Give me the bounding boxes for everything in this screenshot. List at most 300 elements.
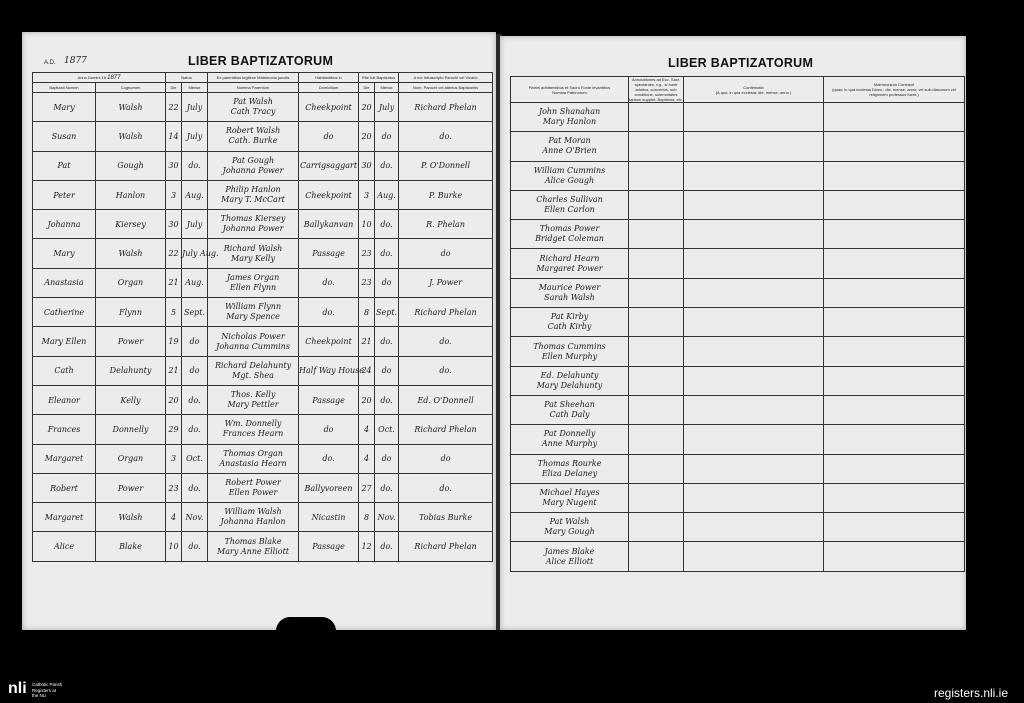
birth-month-cell: Aug. xyxy=(182,180,208,209)
baptism-month-cell: do. xyxy=(375,385,399,414)
table-row xyxy=(511,542,965,571)
birth-day-cell: 5 xyxy=(166,298,182,327)
mother-name: Mary Pettler xyxy=(227,400,279,410)
father-name: Wm. Donnelly xyxy=(224,419,282,429)
table-row xyxy=(33,473,493,502)
column-header: Nom. Parochi vel alterius Baptizantis xyxy=(399,83,493,93)
domicile-cell: Cheekpoint xyxy=(299,327,359,356)
left-page xyxy=(22,32,496,630)
birth-day-cell: 14 xyxy=(166,122,182,151)
father-name: Robert Walsh xyxy=(225,126,281,136)
table-row xyxy=(511,249,965,278)
header-anno: Anno Domini 18 1877 xyxy=(33,73,166,83)
minister-cell: Tobias Burke xyxy=(399,503,493,532)
mother-name: Johanna Power xyxy=(222,165,284,175)
table-row xyxy=(33,385,493,414)
baptism-day-cell: 4 xyxy=(359,444,375,473)
baptized-name-cell: Robert xyxy=(33,473,96,502)
godfather-name: Maurice Power xyxy=(538,282,601,292)
minister-cell: Richard Phelan xyxy=(399,298,493,327)
mother-name: Cath Tracy xyxy=(230,107,276,117)
confirmation-cell xyxy=(684,425,824,454)
confirmation-cell xyxy=(684,308,824,337)
marriage-cell xyxy=(824,542,965,571)
domicile-cell: do xyxy=(299,122,359,151)
confirmation-cell xyxy=(684,103,824,132)
baptism-month-cell: do. xyxy=(375,532,399,561)
godmother-name: Margaret Power xyxy=(536,263,603,273)
domicile-cell: Cheekpoint xyxy=(299,180,359,209)
godfather-name: Pat Kirby xyxy=(550,312,589,322)
godfather-name: James Blake xyxy=(544,546,595,556)
sponsors-cell xyxy=(511,278,629,307)
surname-cell: Walsh xyxy=(96,503,166,532)
baptism-day-cell: 27 xyxy=(359,473,375,502)
mother-name: Mgt. Shea xyxy=(232,370,274,380)
header-confirmatio: Confirmatio (A quo; in qua ecclesia; die, mense, anno.) xyxy=(684,77,824,103)
godfather-name: Pat Moran xyxy=(548,136,591,146)
right-page xyxy=(500,36,966,630)
baptism-month-cell: Nov. xyxy=(375,503,399,532)
birth-day-cell: 30 xyxy=(166,151,182,180)
table-row xyxy=(33,93,493,122)
minister-cell: do. xyxy=(399,473,493,502)
confirmation-cell xyxy=(684,542,824,571)
domicile-cell: do xyxy=(299,415,359,444)
baptism-month-cell: do. xyxy=(375,239,399,268)
surname-cell: Organ xyxy=(96,268,166,297)
parents-cell xyxy=(208,356,299,385)
site-url[interactable]: registers.nli.ie xyxy=(933,686,1008,700)
header-annotations: Annotationes ad Ecc. Sacr. spectantes, v.g., si fuerit adultus, convertus, sub conditione, solemnitates tantum supplet. Baptisma, etc. xyxy=(629,77,683,102)
annotation-cell xyxy=(629,161,684,190)
godmother-name: Mary Hanlon xyxy=(542,117,597,127)
minister-cell: do xyxy=(399,239,493,268)
marriage-cell xyxy=(824,513,965,542)
baptism-day-cell: 10 xyxy=(359,210,375,239)
table-row xyxy=(33,151,493,180)
baptism-day-cell: 24 xyxy=(359,356,375,385)
marriage-cell xyxy=(824,278,965,307)
minister-cell: P. Burke xyxy=(399,180,493,209)
sponsors-cell xyxy=(511,483,629,512)
birth-month-cell: July xyxy=(182,93,208,122)
marriage-cell xyxy=(824,366,965,395)
parents-cell xyxy=(208,415,299,444)
baptized-name-cell: Margaret xyxy=(33,503,96,532)
header-sponsors: Patrini adhibentibus et Sacro Fonte levantibus Nomina Patrinorum xyxy=(511,77,629,103)
table-row xyxy=(511,132,965,161)
father-name: Thomas Organ xyxy=(223,448,283,458)
domicile-cell: Nicastin xyxy=(299,503,359,532)
godmother-name: Eliza Delaney xyxy=(541,468,598,478)
annotation-cell xyxy=(629,308,684,337)
baptism-day-cell: 8 xyxy=(359,298,375,327)
godfather-name: Pat Walsh xyxy=(549,517,590,527)
column-header: Domicilium xyxy=(299,83,359,93)
ad-label: A.D. xyxy=(44,60,56,66)
domicile-cell: Ballykanvan xyxy=(299,210,359,239)
marriage-cell xyxy=(824,132,965,161)
baptism-month-cell: do xyxy=(375,444,399,473)
sponsors-cell xyxy=(511,103,629,132)
sponsors-cell xyxy=(511,337,629,366)
domicile-cell: Ballyvoreen xyxy=(299,473,359,502)
surname-cell: Flynn xyxy=(96,298,166,327)
father-name: Richard Walsh xyxy=(223,243,283,253)
confirmation-cell xyxy=(684,454,824,483)
baptism-month-cell: do. xyxy=(375,151,399,180)
baptism-month-cell: do xyxy=(375,122,399,151)
surname-cell: Donnelly xyxy=(96,415,166,444)
header-minister: A me Infrascripto Parochi vel Vicario xyxy=(399,73,493,83)
annotation-cell xyxy=(629,483,684,512)
marriage-cell xyxy=(824,308,965,337)
annotation-cell xyxy=(629,513,684,542)
godfather-name: Thomas Power xyxy=(539,224,600,234)
minister-cell: do xyxy=(399,444,493,473)
domicile-cell: Passage xyxy=(299,532,359,561)
birth-day-cell: 22 xyxy=(166,239,182,268)
column-header: Die xyxy=(359,83,375,93)
minister-cell: Richard Phelan xyxy=(399,532,493,561)
table-row xyxy=(511,454,965,483)
header-habitantibus: Habitantibus in xyxy=(299,73,359,83)
sponsors-cell xyxy=(511,454,629,483)
father-name: James Organ xyxy=(226,272,280,282)
baptized-name-cell: Margaret xyxy=(33,444,96,473)
godmother-name: Mary Gough xyxy=(544,527,595,537)
godfather-name: Thomas Rourke xyxy=(537,458,602,468)
mother-name: Anastasia Hearn xyxy=(219,458,287,468)
table-row xyxy=(511,278,965,307)
parents-cell xyxy=(208,385,299,414)
domicile-cell: Cheekpoint xyxy=(299,93,359,122)
surname-cell: Delahunty xyxy=(96,356,166,385)
parents-cell xyxy=(208,473,299,502)
godfather-name: Charles Sullivan xyxy=(536,195,603,205)
baptism-day-cell: 23 xyxy=(359,268,375,297)
left-page-title: LIBER BAPTIZATORUM xyxy=(188,54,334,68)
father-name: Thos. Kelly xyxy=(230,390,276,400)
marriage-cell xyxy=(824,337,965,366)
father-name: Nicholas Power xyxy=(221,331,285,341)
confirmation-cell xyxy=(684,395,824,424)
godmother-name: Alice Elliott xyxy=(545,556,594,566)
godfather-name: John Shanahan xyxy=(538,107,601,117)
birth-day-cell: 3 xyxy=(166,180,182,209)
marriage-cell xyxy=(824,161,965,190)
godfather-name: William Cummins xyxy=(533,165,606,175)
parents-cell xyxy=(208,210,299,239)
father-name: William Flynn xyxy=(224,302,282,312)
godfather-name: Ed. Delahunty xyxy=(540,370,599,380)
birth-day-cell: 19 xyxy=(166,327,182,356)
sponsors-cell xyxy=(511,395,629,424)
baptism-month-cell: Aug. xyxy=(375,180,399,209)
annotation-cell xyxy=(629,454,684,483)
birth-month-cell: do. xyxy=(182,415,208,444)
baptism-day-cell: 20 xyxy=(359,122,375,151)
mother-name: Mary T. McCart xyxy=(221,195,285,205)
sponsors-cell xyxy=(511,220,629,249)
annotation-cell xyxy=(629,542,684,571)
domicile-cell: Half Way House xyxy=(299,356,359,385)
marriage-cell xyxy=(824,395,965,424)
year-written: 1877 xyxy=(64,56,87,66)
marriage-cell xyxy=(824,249,965,278)
minister-cell: Ed. O'Donnell xyxy=(399,385,493,414)
mother-name: Frances Hearn xyxy=(222,429,284,439)
minister-cell: do. xyxy=(399,327,493,356)
godmother-name: Alice Gough xyxy=(544,175,595,185)
baptism-day-cell: 30 xyxy=(359,151,375,180)
birth-month-cell: July xyxy=(182,122,208,151)
parents-cell xyxy=(208,327,299,356)
surname-cell: Blake xyxy=(96,532,166,561)
mother-name: Johanna Hanlon xyxy=(220,517,286,527)
table-row xyxy=(511,308,965,337)
confirmation-cell xyxy=(684,513,824,542)
confirmation-cell xyxy=(684,161,824,190)
mother-name: Johanna Power xyxy=(222,224,284,234)
baptized-name-cell: Cath xyxy=(33,356,96,385)
confirmation-register-table xyxy=(510,76,965,572)
table-row xyxy=(33,210,493,239)
godmother-name: Mary Nugent xyxy=(542,498,597,507)
table-row xyxy=(511,161,965,190)
birth-month-cell: do. xyxy=(182,385,208,414)
baptism-month-cell: do. xyxy=(375,473,399,502)
confirmation-cell xyxy=(684,278,824,307)
table-row xyxy=(33,356,493,385)
surname-cell: Power xyxy=(96,473,166,502)
birth-month-cell: Aug. xyxy=(182,268,208,297)
baptism-register-table xyxy=(32,72,493,562)
header-parents: Ex parentibus legitime Matrimonio junctis xyxy=(208,73,299,83)
mother-name: Cath. Burke xyxy=(228,136,278,146)
baptized-name-cell: Mary Ellen xyxy=(33,327,96,356)
domicile-cell: do. xyxy=(299,298,359,327)
birth-month-cell: Oct. xyxy=(182,444,208,473)
page-tear xyxy=(276,617,336,631)
surname-cell: Power xyxy=(96,327,166,356)
confirmation-cell xyxy=(684,337,824,366)
father-name: Pat Gough xyxy=(231,155,275,165)
surname-cell: Organ xyxy=(96,444,166,473)
baptism-day-cell: 4 xyxy=(359,415,375,444)
godfather-name: Pat Sheehan xyxy=(544,400,595,410)
column-header: Cognomen xyxy=(96,83,166,93)
column-header: Nomina Parentum xyxy=(208,83,299,93)
surname-cell: Kelly xyxy=(96,385,166,414)
table-row xyxy=(511,425,965,454)
domicile-cell: Carrigsaggart xyxy=(299,151,359,180)
birth-day-cell: 29 xyxy=(166,415,182,444)
godmother-name: Cath Kirby xyxy=(547,322,592,332)
baptism-day-cell: 20 xyxy=(359,93,375,122)
baptized-name-cell: Susan xyxy=(33,122,96,151)
annotation-cell xyxy=(629,249,684,278)
baptized-name-cell: Frances xyxy=(33,415,96,444)
birth-month-cell: do. xyxy=(182,473,208,502)
table-row xyxy=(33,415,493,444)
domicile-cell: do. xyxy=(299,268,359,297)
marriage-cell xyxy=(824,190,965,219)
column-header: Mense xyxy=(182,83,208,93)
birth-day-cell: 21 xyxy=(166,268,182,297)
baptized-name-cell: Catherine xyxy=(33,298,96,327)
header-baptizatus: Rite fuit Baptizatus xyxy=(359,73,399,83)
sponsors-cell xyxy=(511,366,629,395)
baptized-name-cell: Eleanor xyxy=(33,385,96,414)
parents-cell xyxy=(208,151,299,180)
sponsors-cell xyxy=(511,190,629,219)
father-name: Philip Hanlon xyxy=(225,185,281,195)
baptism-month-cell: July xyxy=(375,93,399,122)
annotation-cell xyxy=(629,190,684,219)
annotation-cell xyxy=(629,337,684,366)
father-name: Thomas Kiersey xyxy=(220,214,286,224)
birth-day-cell: 30 xyxy=(166,210,182,239)
minister-cell: R. Phelan xyxy=(399,210,493,239)
birth-month-cell: do. xyxy=(182,532,208,561)
godmother-name: Cath Daly xyxy=(549,410,590,420)
birth-month-cell: do. xyxy=(182,151,208,180)
right-page-title: LIBER BAPTIZATORUM xyxy=(668,56,814,70)
confirmation-cell xyxy=(684,132,824,161)
minister-cell: Richard Phelan xyxy=(399,93,493,122)
godfather-name: Pat Donnelly xyxy=(543,429,596,439)
parents-cell xyxy=(208,93,299,122)
table-row xyxy=(33,122,493,151)
baptized-name-cell: Anastasia xyxy=(33,268,96,297)
godmother-name: Bridget Coleman xyxy=(535,234,604,244)
annotation-cell xyxy=(629,278,684,307)
baptized-name-cell: Mary xyxy=(33,93,96,122)
baptism-month-cell: do. xyxy=(375,327,399,356)
mother-name: Ellen Flynn xyxy=(229,282,277,292)
godmother-name: Ellen Carlon xyxy=(544,205,595,215)
baptized-name-cell: Alice xyxy=(33,532,96,561)
minister-cell: P. O'Donnell xyxy=(399,151,493,180)
minister-cell: do. xyxy=(399,122,493,151)
table-row xyxy=(511,483,965,512)
marriage-cell xyxy=(824,425,965,454)
annotation-cell xyxy=(629,395,684,424)
father-name: Thomas Blake xyxy=(224,536,282,546)
godmother-name: Anne Murphy xyxy=(541,439,598,449)
parents-cell xyxy=(208,180,299,209)
parents-cell xyxy=(208,503,299,532)
father-name: Richard Delahunty xyxy=(214,360,292,370)
sponsors-cell xyxy=(511,249,629,278)
baptized-name-cell: Pat xyxy=(33,151,96,180)
table-row xyxy=(33,298,493,327)
table-row xyxy=(511,366,965,395)
sponsors-cell xyxy=(511,132,629,161)
table-row xyxy=(511,395,965,424)
table-row xyxy=(33,268,493,297)
minister-cell: Richard Phelan xyxy=(399,415,493,444)
table-row xyxy=(33,327,493,356)
parents-cell xyxy=(208,268,299,297)
birth-day-cell: 4 xyxy=(166,503,182,532)
marriage-cell xyxy=(824,454,965,483)
birth-month-cell: Nov. xyxy=(182,503,208,532)
annotation-cell xyxy=(629,425,684,454)
mother-name: Mary Kelly xyxy=(231,253,276,263)
baptism-day-cell: 20 xyxy=(359,385,375,414)
baptized-name-cell: Peter xyxy=(33,180,96,209)
confirmation-cell xyxy=(684,220,824,249)
baptized-name-cell: Mary xyxy=(33,239,96,268)
annotation-cell xyxy=(629,220,684,249)
nli-logo-text: Catholic Parish Registers at the NLI xyxy=(32,682,63,698)
table-row xyxy=(511,103,965,132)
parents-cell xyxy=(208,239,299,268)
surname-cell: Hanlon xyxy=(96,180,166,209)
surname-cell: Gough xyxy=(96,151,166,180)
sponsors-cell xyxy=(511,542,629,571)
column-header: Mense xyxy=(375,83,399,93)
sponsors-cell xyxy=(511,513,629,542)
father-name: William Walsh xyxy=(224,507,282,517)
birth-month-cell: do xyxy=(182,327,208,356)
annotation-cell xyxy=(629,132,684,161)
header-matrimonium: Matrimonium Contraxit (quac; in qua ecclesia Dioec.; die, mense, anno; vel sub-diaconum vel religionem professus fuerit.) xyxy=(824,77,965,103)
parents-cell xyxy=(208,298,299,327)
domicile-cell: Passage xyxy=(299,239,359,268)
baptism-day-cell: 23 xyxy=(359,239,375,268)
parents-cell xyxy=(208,122,299,151)
domicile-cell: do. xyxy=(299,444,359,473)
baptism-month-cell: do. xyxy=(375,210,399,239)
table-row xyxy=(33,532,493,561)
birth-day-cell: 23 xyxy=(166,473,182,502)
birth-day-cell: 10 xyxy=(166,532,182,561)
confirmation-cell xyxy=(684,483,824,512)
father-name: Robert Power xyxy=(225,478,281,487)
minister-cell: do. xyxy=(399,356,493,385)
table-row xyxy=(33,239,493,268)
column-header: Baptizati Nomen xyxy=(33,83,96,93)
mother-name: Ellen Power xyxy=(228,488,278,497)
table-row xyxy=(511,190,965,219)
surname-cell: Walsh xyxy=(96,93,166,122)
godfather-name: Michael Hayes xyxy=(539,488,600,497)
birth-month-cell: do xyxy=(182,356,208,385)
annotation-cell xyxy=(629,103,684,132)
marriage-cell xyxy=(824,220,965,249)
birth-day-cell: 3 xyxy=(166,444,182,473)
table-row xyxy=(33,180,493,209)
table-row xyxy=(33,444,493,473)
baptism-day-cell: 3 xyxy=(359,180,375,209)
godmother-name: Mary Delahunty xyxy=(536,380,603,390)
table-row xyxy=(511,220,965,249)
marriage-cell xyxy=(824,483,965,512)
godmother-name: Sarah Walsh xyxy=(544,292,595,302)
confirmation-cell xyxy=(684,249,824,278)
baptism-day-cell: 12 xyxy=(359,532,375,561)
birth-day-cell: 21 xyxy=(166,356,182,385)
sponsors-cell xyxy=(511,308,629,337)
surname-cell: Kiersey xyxy=(96,210,166,239)
mother-name: Mary Anne Elliott xyxy=(217,546,290,556)
baptism-month-cell: do xyxy=(375,268,399,297)
baptized-name-cell: Johanna xyxy=(33,210,96,239)
